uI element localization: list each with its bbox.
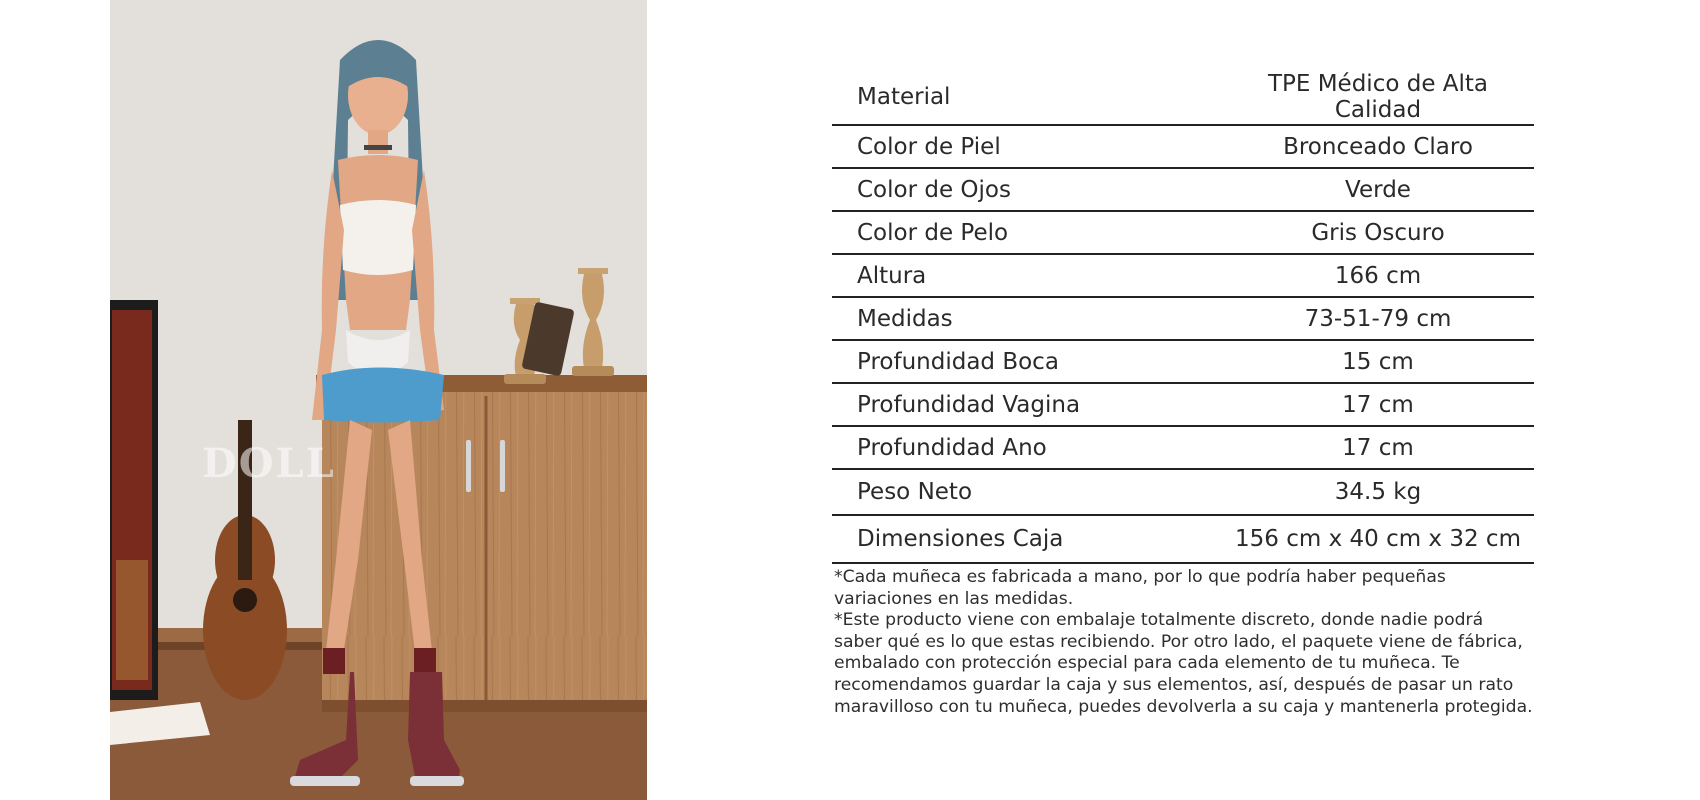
spec-label: Profundidad Vagina bbox=[857, 391, 1081, 418]
spec-value: 15 cm bbox=[1342, 348, 1414, 375]
spec-row-skin-color bbox=[832, 125, 1534, 168]
spec-label: Dimensiones Caja bbox=[857, 526, 1064, 552]
spec-value: 17 cm bbox=[1342, 434, 1414, 461]
spec-row-vaginal-depth bbox=[832, 383, 1534, 426]
spec-row-material bbox=[832, 70, 1534, 125]
spec-row-height bbox=[832, 254, 1534, 297]
spec-value: 17 cm bbox=[1342, 391, 1414, 418]
spec-value: 34.5 kg bbox=[1334, 479, 1422, 505]
spec-value: Gris Oscuro bbox=[1311, 219, 1445, 246]
spec-label: Color de Piel bbox=[857, 133, 1001, 160]
spec-row-eye-color bbox=[832, 168, 1534, 211]
spec-row-hair-color bbox=[832, 211, 1534, 254]
product-illustration bbox=[110, 0, 647, 800]
spec-value: 73-51-79 cm bbox=[1304, 305, 1452, 332]
spec-value: 166 cm bbox=[1334, 262, 1422, 289]
footnote-packaging: *Este producto viene con embalaje totalmente discreto, donde nadie podrá saber qué es lo que estas recibiendo. Por otro lado, el paquete viene de fábrica, embalado con protección especial para cada elemento de tu muñeca. Te recomendamos guardar la caja y sus elementos, así, después de pasar un rato maravilloso con tu muñeca, puedes devolverla a su caja y mantenerla protegida. bbox=[834, 610, 1533, 717]
spec-label: Peso Neto bbox=[857, 479, 973, 505]
spec-label: Color de Ojos bbox=[857, 176, 1011, 203]
spec-value: Bronceado Claro bbox=[1283, 133, 1473, 160]
footnotes bbox=[834, 567, 1534, 718]
spec-row-net-weight bbox=[832, 469, 1534, 515]
spec-row-box-dimensions bbox=[832, 515, 1534, 563]
spec-row-mouth-depth bbox=[832, 340, 1534, 383]
footnote-handmade: *Cada muñeca es fabricada a mano, por lo que podría haber pequeñas variaciones en las medidas. bbox=[834, 567, 1446, 609]
spec-value: 156 cm x 40 cm x 32 cm bbox=[1235, 526, 1521, 552]
spec-row-anal-depth bbox=[832, 426, 1534, 469]
spec-label: Altura bbox=[857, 262, 927, 289]
spec-label: Color de Pelo bbox=[857, 219, 1009, 246]
spec-table bbox=[832, 70, 1534, 564]
spec-label: Material bbox=[857, 84, 951, 110]
brand-watermark: DOLL bbox=[202, 440, 336, 487]
spec-value: Verde bbox=[1345, 176, 1411, 203]
spec-label: Profundidad Boca bbox=[857, 348, 1059, 375]
spec-label: Medidas bbox=[857, 305, 953, 332]
spec-label: Profundidad Ano bbox=[857, 434, 1047, 461]
spec-row-measurements bbox=[832, 297, 1534, 340]
product-photo bbox=[110, 0, 647, 800]
spec-value: TPE Médico de Alta Calidad bbox=[1267, 71, 1489, 123]
